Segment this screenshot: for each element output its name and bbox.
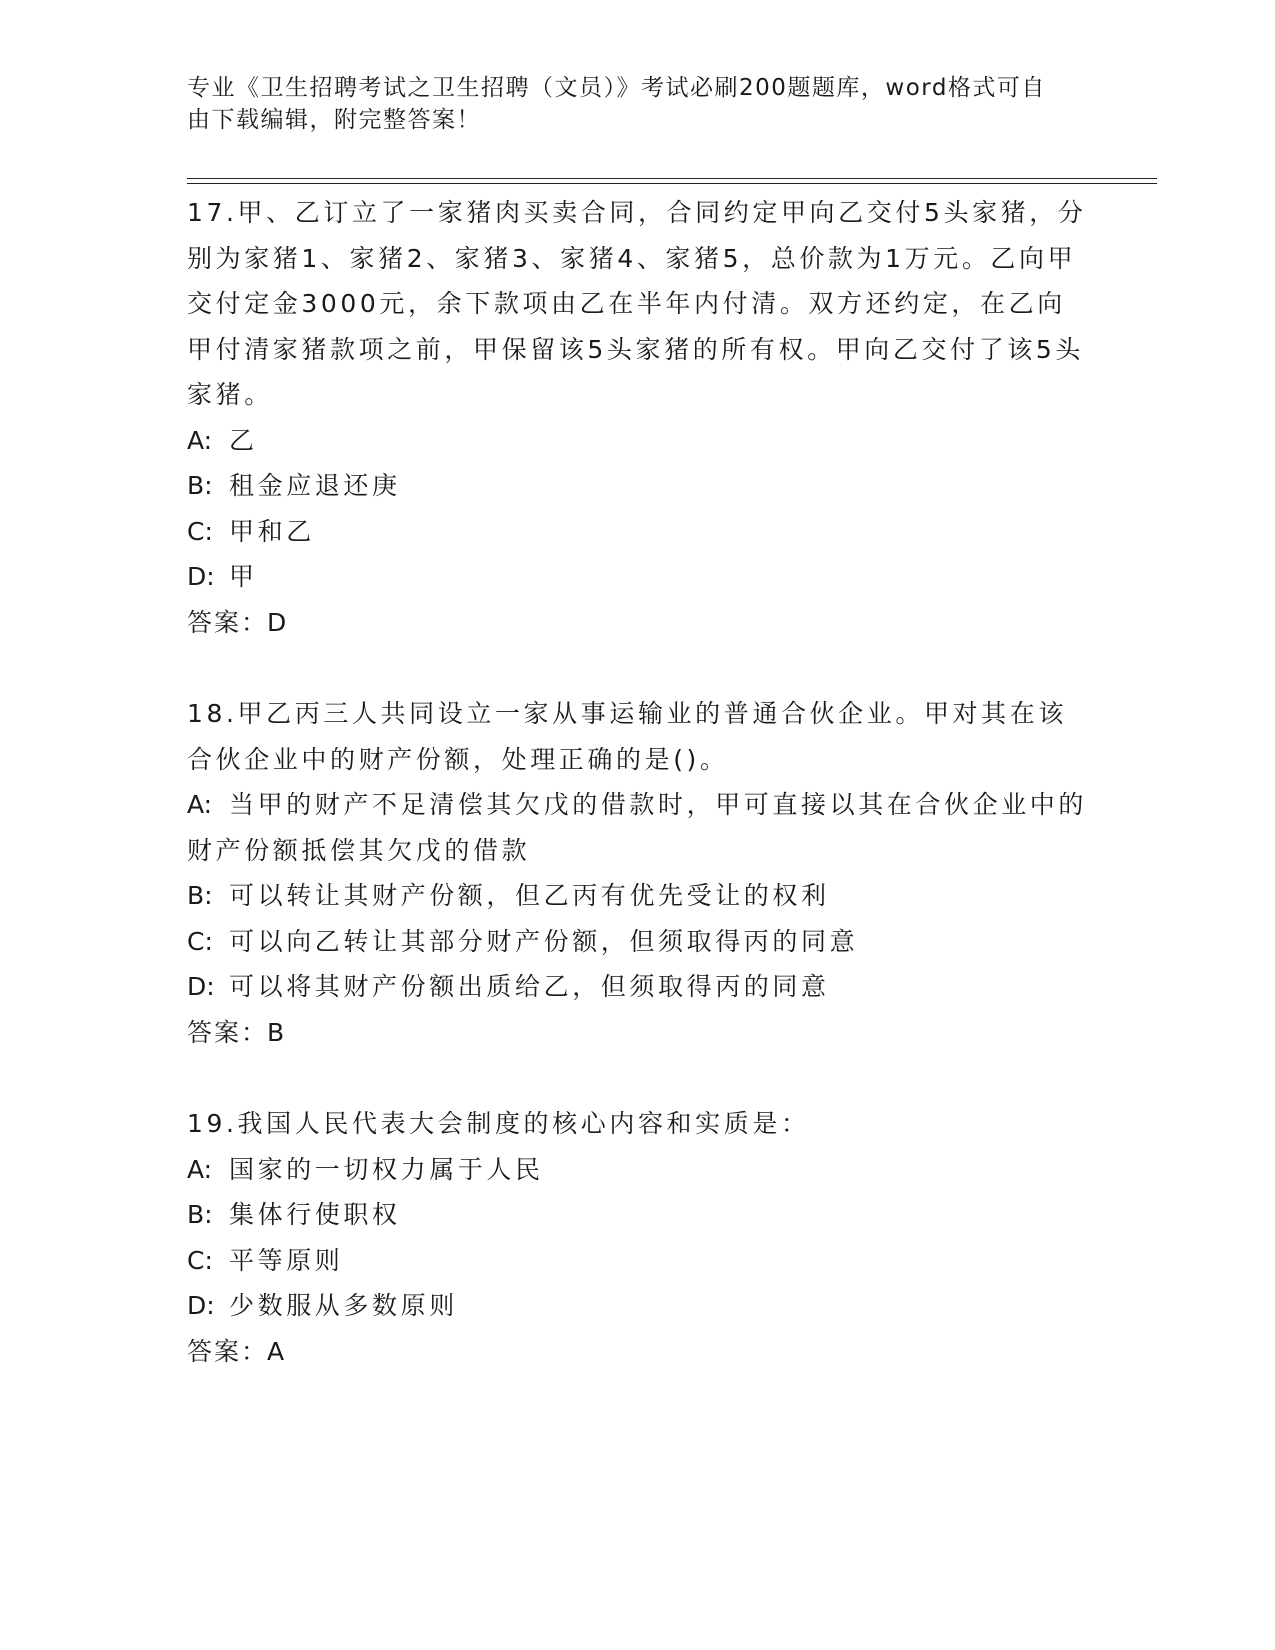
answer-separator: ： (241, 1336, 268, 1366)
answer-label: 答案 (187, 1336, 242, 1366)
option-text: 平等原则 (229, 1245, 344, 1275)
option-d (187, 554, 1087, 600)
option-c (187, 509, 1087, 555)
option-b (187, 1192, 1087, 1238)
option-text: 甲和乙 (229, 516, 315, 546)
option-letter: C: (187, 1245, 213, 1275)
question-17 (187, 190, 1087, 645)
option-letter: D: (187, 562, 215, 591)
option-text: 当甲的财产不足清偿其欠戊的借款时，甲可直接以其在合伙企业中的财产份额抵偿其欠戊的借款 (187, 790, 1088, 865)
option-text: 国家的一切权力属于人民 (229, 1154, 544, 1184)
answer-separator: ： (241, 1017, 268, 1047)
option-letter: A: (187, 1154, 213, 1184)
option-letter: A: (187, 790, 213, 819)
answer-line (187, 1010, 1087, 1056)
option-text: 租金应退还庚 (229, 471, 401, 500)
question-stem: 17.甲、乙订立了一家猪肉买卖合同，合同约定甲向乙交付5头家猪，分别为家猪1、家猪2、家猪3、家猪4、家猪5，总价款为1万元。乙向甲交付定金3000元，余下款项由乙在半年内付清。双方还约定，在乙向甲付清家猪款项之前，甲保留该5头家猪的所有权。甲向乙交付了该5头家猪。 (187, 198, 1087, 409)
answer-value: D (267, 607, 288, 637)
question-stem: 18.甲乙丙三人共同设立一家从事运输业的普通合伙企业。甲对其在该合伙企业中的财产份额，处理正确的是()。 (187, 699, 1067, 774)
answer-separator: ： (241, 607, 268, 637)
answer-label: 答案 (187, 1017, 242, 1047)
header-divider-line (187, 178, 1157, 179)
option-letter: C: (187, 516, 213, 546)
option-text: 可以转让其财产份额，但乙丙有优先受让的权利 (229, 881, 830, 910)
answer-value: B (267, 1017, 286, 1047)
option-letter: B: (187, 1200, 213, 1229)
answer-line (187, 1329, 1087, 1375)
option-c (187, 1238, 1087, 1284)
option-text: 可以将其财产份额出质给乙，但须取得丙的同意 (229, 972, 830, 1001)
option-letter: B: (187, 471, 213, 500)
header-divider-line-secondary (187, 183, 1157, 184)
option-letter: B: (187, 881, 213, 910)
option-text: 集体行使职权 (229, 1200, 401, 1229)
option-a (187, 418, 1087, 464)
option-a (187, 782, 1087, 873)
question-list (187, 190, 1087, 1420)
option-text: 甲 (229, 562, 258, 591)
document-header: 专业《卫生招聘考试之卫生招聘（文员）》考试必刷200题题库，word格式可自由下载编辑，附完整答案！ (187, 75, 1046, 133)
option-d (187, 964, 1087, 1010)
question-19 (187, 1101, 1087, 1374)
option-letter: A: (187, 425, 213, 455)
answer-line (187, 600, 1087, 646)
option-c (187, 919, 1087, 965)
option-text: 少数服从多数原则 (229, 1291, 458, 1320)
option-a (187, 1147, 1087, 1193)
option-letter: C: (187, 926, 213, 956)
answer-value: A (267, 1336, 286, 1366)
option-b (187, 873, 1087, 919)
option-text: 可以向乙转让其部分财产份额，但须取得丙的同意 (229, 926, 859, 956)
option-letter: D: (187, 1291, 215, 1320)
answer-label: 答案 (187, 607, 242, 637)
option-text: 乙 (229, 425, 258, 455)
option-d (187, 1283, 1087, 1329)
question-stem: 19.我国人民代表大会制度的核心内容和实质是： (187, 1109, 810, 1138)
option-letter: D: (187, 972, 215, 1001)
option-b (187, 463, 1087, 509)
question-18 (187, 691, 1087, 1055)
